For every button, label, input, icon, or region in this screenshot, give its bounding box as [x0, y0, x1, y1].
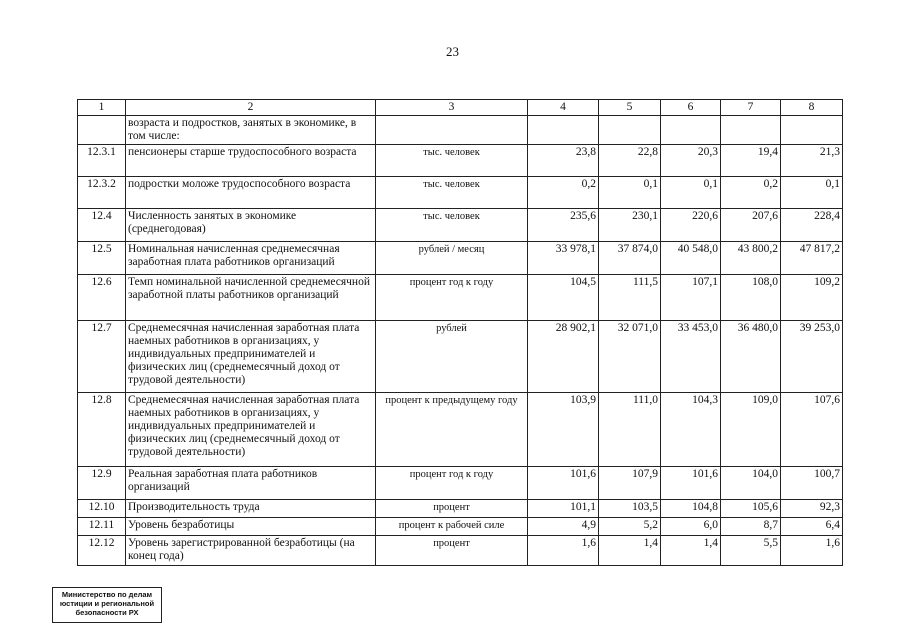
- value-cell: 107,6: [781, 393, 843, 467]
- value-cell: 19,4: [721, 145, 781, 177]
- value-cell: 101,6: [661, 467, 721, 500]
- value-cell: 103,5: [599, 500, 661, 518]
- value-cell: 1,6: [781, 536, 843, 566]
- value-cell: 33 978,1: [528, 242, 599, 275]
- value-cell: [781, 116, 843, 145]
- unit-cell: процент год к году: [376, 467, 528, 500]
- value-cell: 92,3: [781, 500, 843, 518]
- value-cell: 105,6: [721, 500, 781, 518]
- value-cell: 47 817,2: [781, 242, 843, 275]
- unit-cell: процент год к году: [376, 275, 528, 321]
- value-cell: 109,2: [781, 275, 843, 321]
- value-cell: 101,1: [528, 500, 599, 518]
- indicator-cell: Среднемесячная начисленная заработная плата наемных работников в организациях, у индивидуальных предпринимателей и физических лиц (среднемесячный доход от трудовой деятельности): [126, 321, 376, 393]
- value-cell: 0,1: [599, 177, 661, 209]
- column-header: 5: [599, 100, 661, 116]
- value-cell: 230,1: [599, 209, 661, 242]
- value-cell: 235,6: [528, 209, 599, 242]
- value-cell: 101,6: [528, 467, 599, 500]
- table-row: [78, 518, 843, 536]
- ministry-stamp: [52, 587, 162, 623]
- stamp-line: Министерство по делам: [61, 590, 153, 599]
- unit-cell: [376, 116, 528, 145]
- indicators-table: [77, 99, 843, 566]
- value-cell: 21,3: [781, 145, 843, 177]
- value-cell: 107,1: [661, 275, 721, 321]
- row-number-cell: 12.9: [78, 467, 126, 500]
- table-row: [78, 116, 843, 145]
- row-number-cell: 12.10: [78, 500, 126, 518]
- value-cell: 39 253,0: [781, 321, 843, 393]
- value-cell: 20,3: [661, 145, 721, 177]
- value-cell: 40 548,0: [661, 242, 721, 275]
- value-cell: 109,0: [721, 393, 781, 467]
- value-cell: [599, 116, 661, 145]
- value-cell: 100,7: [781, 467, 843, 500]
- indicator-cell: Номинальная начисленная среднемесячная заработная плата работников организаций: [126, 242, 376, 275]
- table-row: [78, 209, 843, 242]
- column-header: 8: [781, 100, 843, 116]
- unit-cell: тыс. человек: [376, 209, 528, 242]
- stamp-line: безопасности РХ: [75, 608, 139, 617]
- value-cell: 8,7: [721, 518, 781, 536]
- value-cell: 6,4: [781, 518, 843, 536]
- indicator-cell: возраста и подростков, занятых в экономике, в том числе:: [126, 116, 376, 145]
- value-cell: 220,6: [661, 209, 721, 242]
- unit-cell: рублей: [376, 321, 528, 393]
- column-header: 6: [661, 100, 721, 116]
- column-header: 2: [126, 100, 376, 116]
- unit-cell: процент к предыдущему году: [376, 393, 528, 467]
- column-header: 4: [528, 100, 599, 116]
- value-cell: 1,4: [661, 536, 721, 566]
- value-cell: 0,1: [781, 177, 843, 209]
- indicator-cell: Уровень зарегистрированной безработицы (на конец года): [126, 536, 376, 566]
- table-row: [78, 536, 843, 566]
- row-number-cell: 12.3.1: [78, 145, 126, 177]
- table-row: [78, 145, 843, 177]
- value-cell: 36 480,0: [721, 321, 781, 393]
- value-cell: 5,5: [721, 536, 781, 566]
- indicator-cell: Численность занятых в экономике (среднегодовая): [126, 209, 376, 242]
- unit-cell: процент к рабочей силе: [376, 518, 528, 536]
- value-cell: 111,5: [599, 275, 661, 321]
- value-cell: 28 902,1: [528, 321, 599, 393]
- value-cell: 1,6: [528, 536, 599, 566]
- value-cell: 104,8: [661, 500, 721, 518]
- row-number-cell: [78, 116, 126, 145]
- value-cell: 228,4: [781, 209, 843, 242]
- table-row: [78, 393, 843, 467]
- value-cell: 33 453,0: [661, 321, 721, 393]
- value-cell: [528, 116, 599, 145]
- table-row: [78, 242, 843, 275]
- table-row: [78, 321, 843, 393]
- row-number-cell: 12.3.2: [78, 177, 126, 209]
- value-cell: 104,3: [661, 393, 721, 467]
- value-cell: 22,8: [599, 145, 661, 177]
- value-cell: 104,0: [721, 467, 781, 500]
- value-cell: 207,6: [721, 209, 781, 242]
- column-header: 1: [78, 100, 126, 116]
- stamp-line: юстиции и региональной: [59, 599, 155, 608]
- value-cell: 0,1: [661, 177, 721, 209]
- value-cell: 23,8: [528, 145, 599, 177]
- indicator-cell: подростки моложе трудоспособного возраста: [126, 177, 376, 209]
- indicator-cell: Темп номинальной начисленной среднемесячной заработной платы работников организаций: [126, 275, 376, 321]
- value-cell: 43 800,2: [721, 242, 781, 275]
- unit-cell: тыс. человек: [376, 145, 528, 177]
- indicator-cell: Реальная заработная плата работников организаций: [126, 467, 376, 500]
- value-cell: 4,9: [528, 518, 599, 536]
- row-number-cell: 12.8: [78, 393, 126, 467]
- value-cell: [721, 116, 781, 145]
- value-cell: 108,0: [721, 275, 781, 321]
- column-header: 3: [376, 100, 528, 116]
- value-cell: 104,5: [528, 275, 599, 321]
- value-cell: 1,4: [599, 536, 661, 566]
- unit-cell: тыс. человек: [376, 177, 528, 209]
- unit-cell: рублей / месяц: [376, 242, 528, 275]
- indicator-cell: пенсионеры старше трудоспособного возраста: [126, 145, 376, 177]
- value-cell: 111,0: [599, 393, 661, 467]
- indicator-cell: Среднемесячная начисленная заработная плата наемных работников в организациях, у индивидуальных предпринимателей и физических лиц (среднемесячный доход от трудовой деятельности): [126, 393, 376, 467]
- unit-cell: процент: [376, 500, 528, 518]
- indicator-cell: Уровень безработицы: [126, 518, 376, 536]
- value-cell: 107,9: [599, 467, 661, 500]
- row-number-cell: 12.7: [78, 321, 126, 393]
- page-number: 23: [446, 44, 459, 59]
- value-cell: 32 071,0: [599, 321, 661, 393]
- table-row: [78, 275, 843, 321]
- row-number-cell: 12.11: [78, 518, 126, 536]
- row-number-cell: 12.6: [78, 275, 126, 321]
- value-cell: 37 874,0: [599, 242, 661, 275]
- unit-cell: процент: [376, 536, 528, 566]
- value-cell: 6,0: [661, 518, 721, 536]
- table-row: [78, 467, 843, 500]
- column-header: 7: [721, 100, 781, 116]
- table-row: [78, 500, 843, 518]
- value-cell: 5,2: [599, 518, 661, 536]
- value-cell: [661, 116, 721, 145]
- header-row: [78, 100, 843, 116]
- row-number-cell: 12.12: [78, 536, 126, 566]
- row-number-cell: 12.4: [78, 209, 126, 242]
- indicator-cell: Производительность труда: [126, 500, 376, 518]
- value-cell: 0,2: [721, 177, 781, 209]
- row-number-cell: 12.5: [78, 242, 126, 275]
- value-cell: 0,2: [528, 177, 599, 209]
- value-cell: 103,9: [528, 393, 599, 467]
- table-row: [78, 177, 843, 209]
